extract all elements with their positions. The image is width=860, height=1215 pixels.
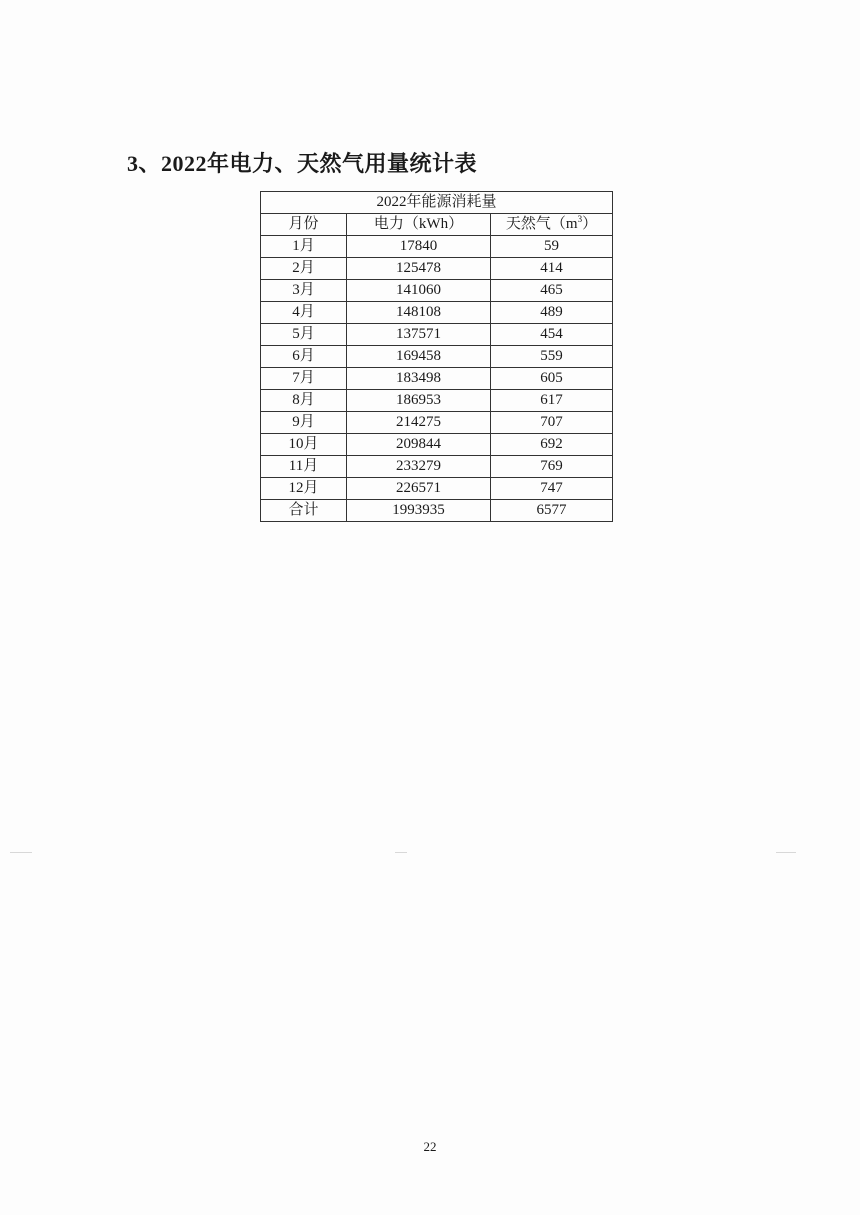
cell-gas: 605 [491, 368, 613, 390]
cell-month: 5月 [261, 324, 347, 346]
cell-month: 10月 [261, 434, 347, 456]
cell-electricity: 169458 [347, 346, 491, 368]
cell-month: 7月 [261, 368, 347, 390]
page-number: 22 [423, 1139, 437, 1154]
header-gas-suffix: ） [582, 216, 598, 232]
header-gas-prefix: 天然气（m [505, 216, 578, 232]
cell-electricity: 125478 [347, 258, 491, 280]
cell-gas: 465 [491, 280, 613, 302]
cell-gas: 414 [491, 258, 613, 280]
table-row [261, 390, 613, 412]
table-title: 2022年能源消耗量 [261, 192, 613, 214]
table-row [261, 478, 613, 500]
table-row [261, 324, 613, 346]
table-row [261, 368, 613, 390]
cell-electricity: 226571 [347, 478, 491, 500]
scan-artifact-line [776, 852, 796, 853]
table-header-row [261, 214, 613, 236]
cell-electricity: 17840 [347, 236, 491, 258]
cell-electricity: 137571 [347, 324, 491, 346]
cell-month: 8月 [261, 390, 347, 412]
cell-electricity: 141060 [347, 280, 491, 302]
header-electricity: 电力（kWh） [347, 214, 491, 236]
total-label: 合计 [261, 500, 347, 522]
section-heading: 3、2022年电力、天然气用量统计表 [127, 151, 478, 176]
cell-electricity: 233279 [347, 456, 491, 478]
table-row [261, 280, 613, 302]
cell-month: 11月 [261, 456, 347, 478]
cell-month: 3月 [261, 280, 347, 302]
cell-electricity: 186953 [347, 390, 491, 412]
energy-consumption-table [260, 191, 613, 522]
total-gas: 6577 [491, 500, 613, 522]
cell-month: 1月 [261, 236, 347, 258]
cell-electricity: 183498 [347, 368, 491, 390]
header-month: 月份 [261, 214, 347, 236]
table-row [261, 302, 613, 324]
cell-electricity: 214275 [347, 412, 491, 434]
cell-electricity: 209844 [347, 434, 491, 456]
cell-gas: 747 [491, 478, 613, 500]
cell-gas: 559 [491, 346, 613, 368]
table-row [261, 434, 613, 456]
table-total-row [261, 500, 613, 522]
table-title-row [261, 192, 613, 214]
cell-gas: 489 [491, 302, 613, 324]
table-row [261, 412, 613, 434]
cell-gas: 454 [491, 324, 613, 346]
cell-month: 4月 [261, 302, 347, 324]
cell-gas: 617 [491, 390, 613, 412]
table-row [261, 236, 613, 258]
cell-gas: 769 [491, 456, 613, 478]
table-row [261, 258, 613, 280]
table-row [261, 456, 613, 478]
total-electricity: 1993935 [347, 500, 491, 522]
cell-gas: 707 [491, 412, 613, 434]
cell-month: 2月 [261, 258, 347, 280]
cell-electricity: 148108 [347, 302, 491, 324]
cell-month: 9月 [261, 412, 347, 434]
cell-gas: 692 [491, 434, 613, 456]
header-gas-superscript: 3 [577, 214, 583, 224]
scan-artifact-line [395, 852, 407, 853]
cell-month: 12月 [261, 478, 347, 500]
table-row [261, 346, 613, 368]
scan-artifact-line [10, 852, 32, 853]
cell-gas: 59 [491, 236, 613, 258]
header-gas [491, 214, 613, 236]
cell-month: 6月 [261, 346, 347, 368]
